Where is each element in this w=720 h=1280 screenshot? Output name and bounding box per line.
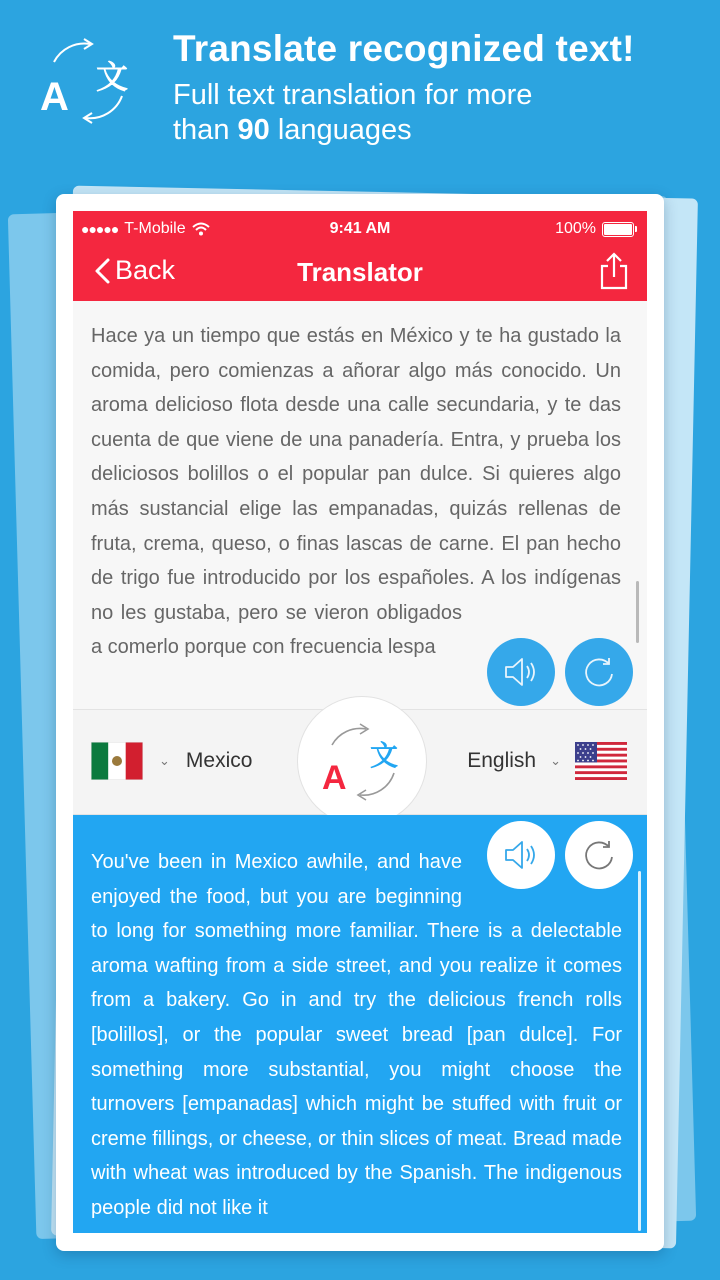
promo-subtitle-line2 — [173, 113, 532, 148]
page-title: Translator — [297, 257, 423, 287]
mexico-flag-icon — [91, 742, 143, 780]
translated-text-panel — [73, 815, 647, 1233]
source-text-panel — [73, 301, 647, 709]
logo-letter-cjk: 文 — [96, 58, 129, 96]
battery-tip — [635, 226, 637, 232]
swap-letter-a: A — [322, 759, 347, 797]
target-language-selector[interactable] — [467, 742, 627, 780]
logo-letter-a: A — [40, 75, 69, 119]
promo-subtitle — [173, 78, 532, 148]
source-language-chevron-icon: ⌄ — [159, 753, 170, 768]
nav-row — [73, 247, 647, 301]
swap-letter-cjk: 文 — [370, 739, 399, 772]
speaker-icon — [503, 839, 539, 871]
status-bar — [73, 211, 647, 247]
navbar — [73, 211, 647, 301]
usa-flag-icon — [575, 742, 627, 780]
source-refresh-button[interactable] — [565, 638, 633, 706]
promo-subtitle-line1: Full text translation for more — [173, 79, 533, 111]
translated-speak-button[interactable] — [487, 821, 555, 889]
battery-icon — [602, 222, 634, 237]
translate-swap-icon — [312, 715, 412, 807]
language-bar — [73, 709, 647, 815]
source-scrollbar[interactable] — [636, 581, 639, 643]
source-language-selector[interactable] — [91, 742, 252, 780]
back-label: Back — [115, 255, 176, 285]
carrier-name: T-Mobile — [124, 220, 186, 237]
source-language-name: Mexico — [185, 749, 253, 772]
source-speak-button[interactable] — [487, 638, 555, 706]
translated-refresh-button[interactable] — [565, 821, 633, 889]
translate-logo-icon — [38, 36, 138, 128]
promo-subtitle-post: languages — [269, 114, 412, 146]
signal-dots-icon: ●●●●● — [81, 221, 119, 237]
translated-text-body: You've been in Mexico awhile, and have enjoyed the food, but you are beginning to long for something more familiar. There is a delectable aroma wafting from a side street, and you realize it comes from a bakery. Go in and try the delicious french rolls [bolillos], or the popular sweet bread [pan dulce]. For something more substantial, you might choose the turnovers [empanadas] which might be stuffed with fruit or creme fillings, or cheese, or thin slices of meat. Bread made with wheat was introduced by the Spanish. The indigenous people did not like it — [91, 851, 622, 1219]
promo-subtitle-pre: than — [173, 114, 238, 146]
swap-languages-button[interactable] — [297, 696, 427, 826]
battery-percent: 100% — [555, 220, 596, 237]
translated-scrollbar[interactable] — [638, 871, 641, 1231]
promo-title: Translate recognized text! — [173, 28, 635, 69]
target-language-name: English — [467, 749, 537, 772]
source-float-offset — [621, 319, 622, 596]
translated-text[interactable] — [91, 845, 622, 1226]
battery-indicator — [555, 220, 637, 238]
refresh-icon — [581, 654, 617, 690]
app-screen — [73, 211, 647, 1233]
speaker-icon — [503, 656, 539, 688]
share-button[interactable] — [599, 251, 629, 291]
source-text[interactable]: Hace ya un tiempo que estás en México y te ha gustado la comida, pero comienzas a añorar algo más conocido. Un aroma delicioso flota desde una calle secundaria, y te das cuenta de que viene de una panadería. Entra, y prueba los deliciosos bolillos o el popular pan dulce. Si quieres algo más sustancial elige las empanadas, quizás rellenas de fruta, crema, queso, o finas lascas de carne. El pan hecho de trigo fue introducido por los españoles. A los indígenas no les gustaba, pero se vieron obligados a comerlo porque con frecuencia lespa — [91, 319, 622, 665]
share-icon — [599, 251, 629, 291]
status-time: 9:41 AM — [329, 220, 391, 237]
promo-language-count: 90 — [237, 114, 270, 146]
refresh-icon — [581, 837, 617, 873]
target-language-chevron-icon: ⌄ — [550, 753, 561, 768]
